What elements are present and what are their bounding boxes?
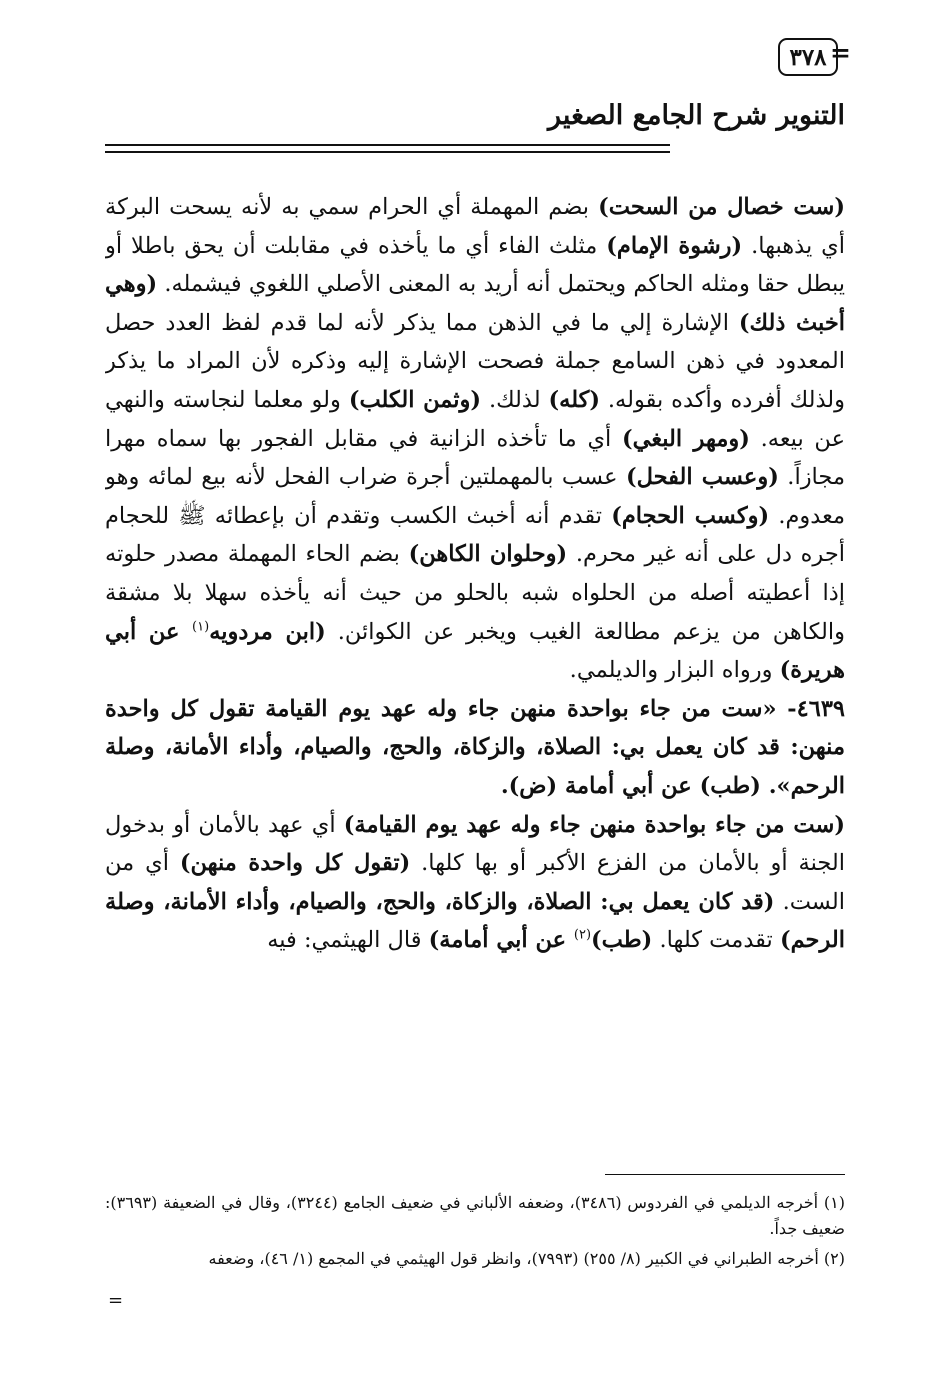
quoted-phrase: (ست خصال من السحت) [598, 194, 845, 220]
commentary-paragraph-1 [105, 188, 845, 690]
footnote-separator [605, 1174, 845, 1175]
commentary-paragraph-2 [105, 806, 845, 960]
main-text [105, 188, 845, 1156]
commentary-text: أي ما تأخذه الزانية في مقابل الفجور بها سماه مهرا مجازاً. [105, 425, 845, 491]
commentary-text: ورواه البزار والديلمي. [569, 657, 780, 684]
quoted-phrase: (وحلوان الكاهن) [408, 541, 568, 568]
quoted-phrase: (ومهر البغي) [622, 425, 750, 452]
hadith-entry: ٤٦٣٩- «ست من جاء بواحدة منهن جاء وله عهد يوم القيامة تقول كل واحدة منهن: قد كان يعمل بي: الصلاة، والزكاة، والحج، والصيام، وأداء الأمانة، وصلة الرحم». (طب) عن أبي أمامة (ض). [105, 695, 845, 799]
quoted-phrase: (رشوة الإمام) [606, 232, 743, 259]
quoted-phrase: (طب) [591, 927, 653, 954]
commentary-text: تقدمت كلها. [652, 927, 780, 954]
footnote-ref-2: (٢) [573, 927, 592, 943]
page-number-badge: ٣٧٨ [778, 38, 838, 76]
commentary-text: عسب بالمهملتين أجرة ضراب الفحل لأنه بيع لمائه وهو معدوم. [105, 464, 845, 529]
page-header [105, 92, 845, 180]
commentary-text: ولو معلما لنجاسته والنهي عن بيعه. [105, 386, 845, 452]
quoted-phrase: (وهي أخبث ذلك) [105, 271, 845, 336]
footnote-continuation-mark: = [108, 1290, 124, 1311]
footnotes [105, 1190, 845, 1276]
quoted-phrase: عن أبي هريرة) [105, 618, 845, 684]
commentary-text: لذلك. [481, 386, 549, 413]
footnote-2: (٢) أخرجه الطبراني في الكبير (٨/ ٢٥٥) (٧٩٩٣)، وانظر قول الهيثمي في المجمع (١/ ٤٦)، وضعفه [208, 1249, 845, 1268]
footnote-1: (١) أخرجه الديلمي في الفردوس (٣٤٨٦)، وضعفه الألباني في ضعيف الجامع (٣٢٤٤)، وقال في الضعيفة (٣٦٩٣): ضعيف جداً. [105, 1193, 846, 1238]
commentary-text: مثلث الفاء أي ما يأخذه في مقابلت أن يحق باطلا أو يبطل حقا ومثله الحاكم ويحتمل أنه أريد به المعنى الأصلي اللغوي فيشمله. [105, 232, 845, 298]
quoted-phrase: (وعسب الفحل) [625, 464, 779, 491]
quoted-phrase: (كله) [548, 386, 600, 413]
commentary-text: بضم الحاء المهملة مصدر حلوته إذا أعطيته أصله من الحلواه شبه بالحلو من حيث أنه يأخذه سهلا بلا مشقة والكاهن من يزعم مطالعة الغيب ويخبر عن الكوائن. [105, 541, 845, 645]
quoted-phrase: (تقول كل واحدة منهن) [179, 850, 411, 877]
quoted-phrase: (وكسب الحجام) [611, 502, 770, 529]
header-rule-bottom [105, 151, 670, 153]
footnote-ref-1: (١) [192, 619, 210, 635]
quoted-phrase: (قد كان يعمل بي: الصلاة، والزكاة، والحج، والصيام، وأداء الأمانة، وصلة الرحم) [105, 888, 845, 954]
quoted-phrase: عن أبي أمامة) [428, 927, 574, 954]
commentary-text: أي من الست. [105, 850, 845, 915]
commentary-text: تقدم أنه أخبث الكسب وتقدم أن بإعطائه ﷺ للحجام أجره دل على أنه غير محرم. [105, 502, 845, 568]
commentary-text: بضم المهملة أي الحرام سمي به لأنه يسحت البركة أي يذهبها. [105, 194, 845, 259]
commentary-text: الإشارة إلي ما في الذهن مما يذكر لأنه لما قدم لفظ العدد حصل المعدود في ذهن السامع جملة فصحت الإشارة إليه وذكره لأن المراد ما يذكر ولذلك أفرده وأكده بقوله. [105, 309, 845, 413]
running-title: التنوير شرح الجامع الصغير [548, 100, 845, 131]
header-rule-top [105, 144, 670, 146]
header-side-mark: = [830, 38, 851, 67]
commentary-text: أي عهد بالأمان أو بدخول الجنة أو بالأمان من الفزع الأكبر أو بها كلها. [105, 811, 845, 877]
commentary-text: قال الهيثمي: فيه [267, 927, 429, 954]
quoted-phrase: (ست من جاء بواحدة منهن جاء وله عهد يوم القيامة) [343, 811, 845, 838]
quoted-phrase: (ابن مردويه [209, 618, 326, 645]
quoted-phrase: (وثمن الكلب) [348, 386, 482, 413]
